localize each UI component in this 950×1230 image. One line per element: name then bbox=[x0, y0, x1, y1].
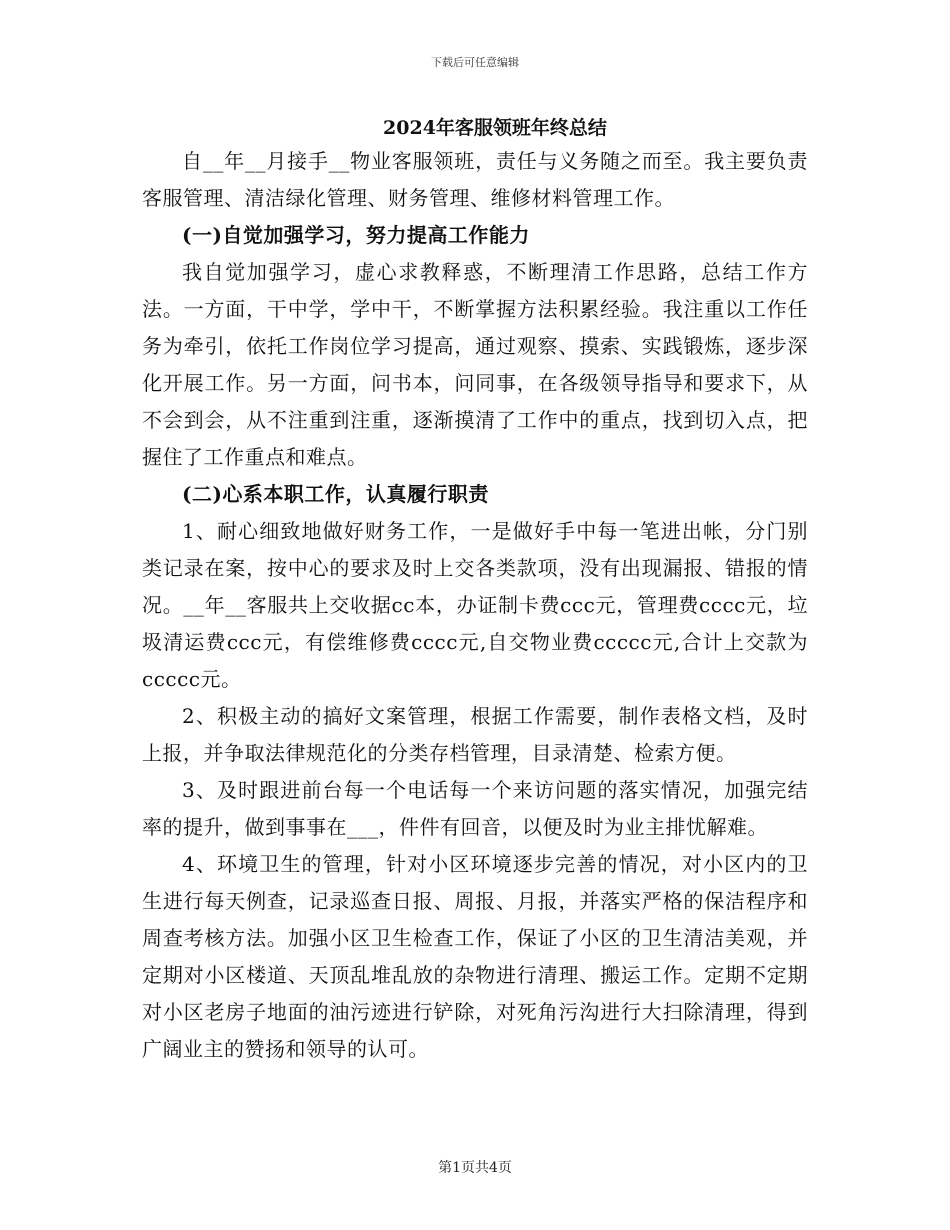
document-title: 2024年客服领班年终总结 bbox=[383, 117, 607, 139]
section-2-item-3: 3、及时跟进前台每一个电话每一个来访问题的落实情况，加强完结率的提升，做到事事在___，件件有回音，以便及时为业主排忧解难。 bbox=[142, 778, 808, 839]
page-number: 第1页共4页 bbox=[438, 1160, 512, 1176]
section-2-item-4: 4、环境卫生的管理，针对小区环境逐步完善的情况，对小区内的卫生进行每天例查，记录巡查日报、周报、月报，并落实严格的保洁程序和周查考核方法。加强小区卫生检查工作，保证了小区的卫生清洁美观，并定期对小区楼道、天顶乱堆乱放的杂物进行清理、搬运工作。定期不定期对小区老房子地面的油污迹进行铲除，对死角污沟进行大扫除清理，得到广阔业主的赞扬和领导的认可。 bbox=[142, 852, 808, 1061]
section-2-item-2: 2、积极主动的搞好文案管理，根据工作需要，制作表格文档，及时上报，并争取法律规范化的分类存档管理，目录清楚、检索方便。 bbox=[142, 704, 808, 765]
section-2-item-1: 1、耐心细致地做好财务工作，一是做好手中每一笔进出帐，分门别类记录在案，按中心的要求及时上交各类款项，没有出现漏报、错报的情况。__年__客服共上交收据cc本，办证制卡费ccc元，管理费cccc元，垃圾清运费ccc元，有偿维修费cccc元,自交物业费ccccc元,合计上交款为ccccc元。 bbox=[142, 519, 808, 691]
header-note: 下载后可任意编辑 bbox=[431, 56, 519, 69]
intro-paragraph: 自__年__月接手__物业客服领班，责任与义务随之而至。我主要负责客服管理、清洁绿化管理、财务管理、维修材料管理工作。 bbox=[142, 149, 808, 210]
section-1-heading: (一)自觉加强学习，努力提高工作能力 bbox=[182, 223, 530, 247]
document-body bbox=[142, 143, 808, 1068]
section-1-paragraph: 我自觉加强学习，虚心求教释惑，不断理清工作思路，总结工作方法。一方面，干中学，学中干，不断掌握方法积累经验。我注重以工作任务为牵引，依托工作岗位学习提高，通过观察、摸索、实践锻炼，逐步深化开展工作。另一方面，问书本，问同事，在各级领导指导和要求下，从不会到会，从不注重到注重，逐渐摸清了工作中的重点，找到切入点，把握住了工作重点和难点。 bbox=[142, 260, 808, 469]
section-2-heading: (二)心系本职工作，认真履行职责 bbox=[182, 482, 489, 506]
